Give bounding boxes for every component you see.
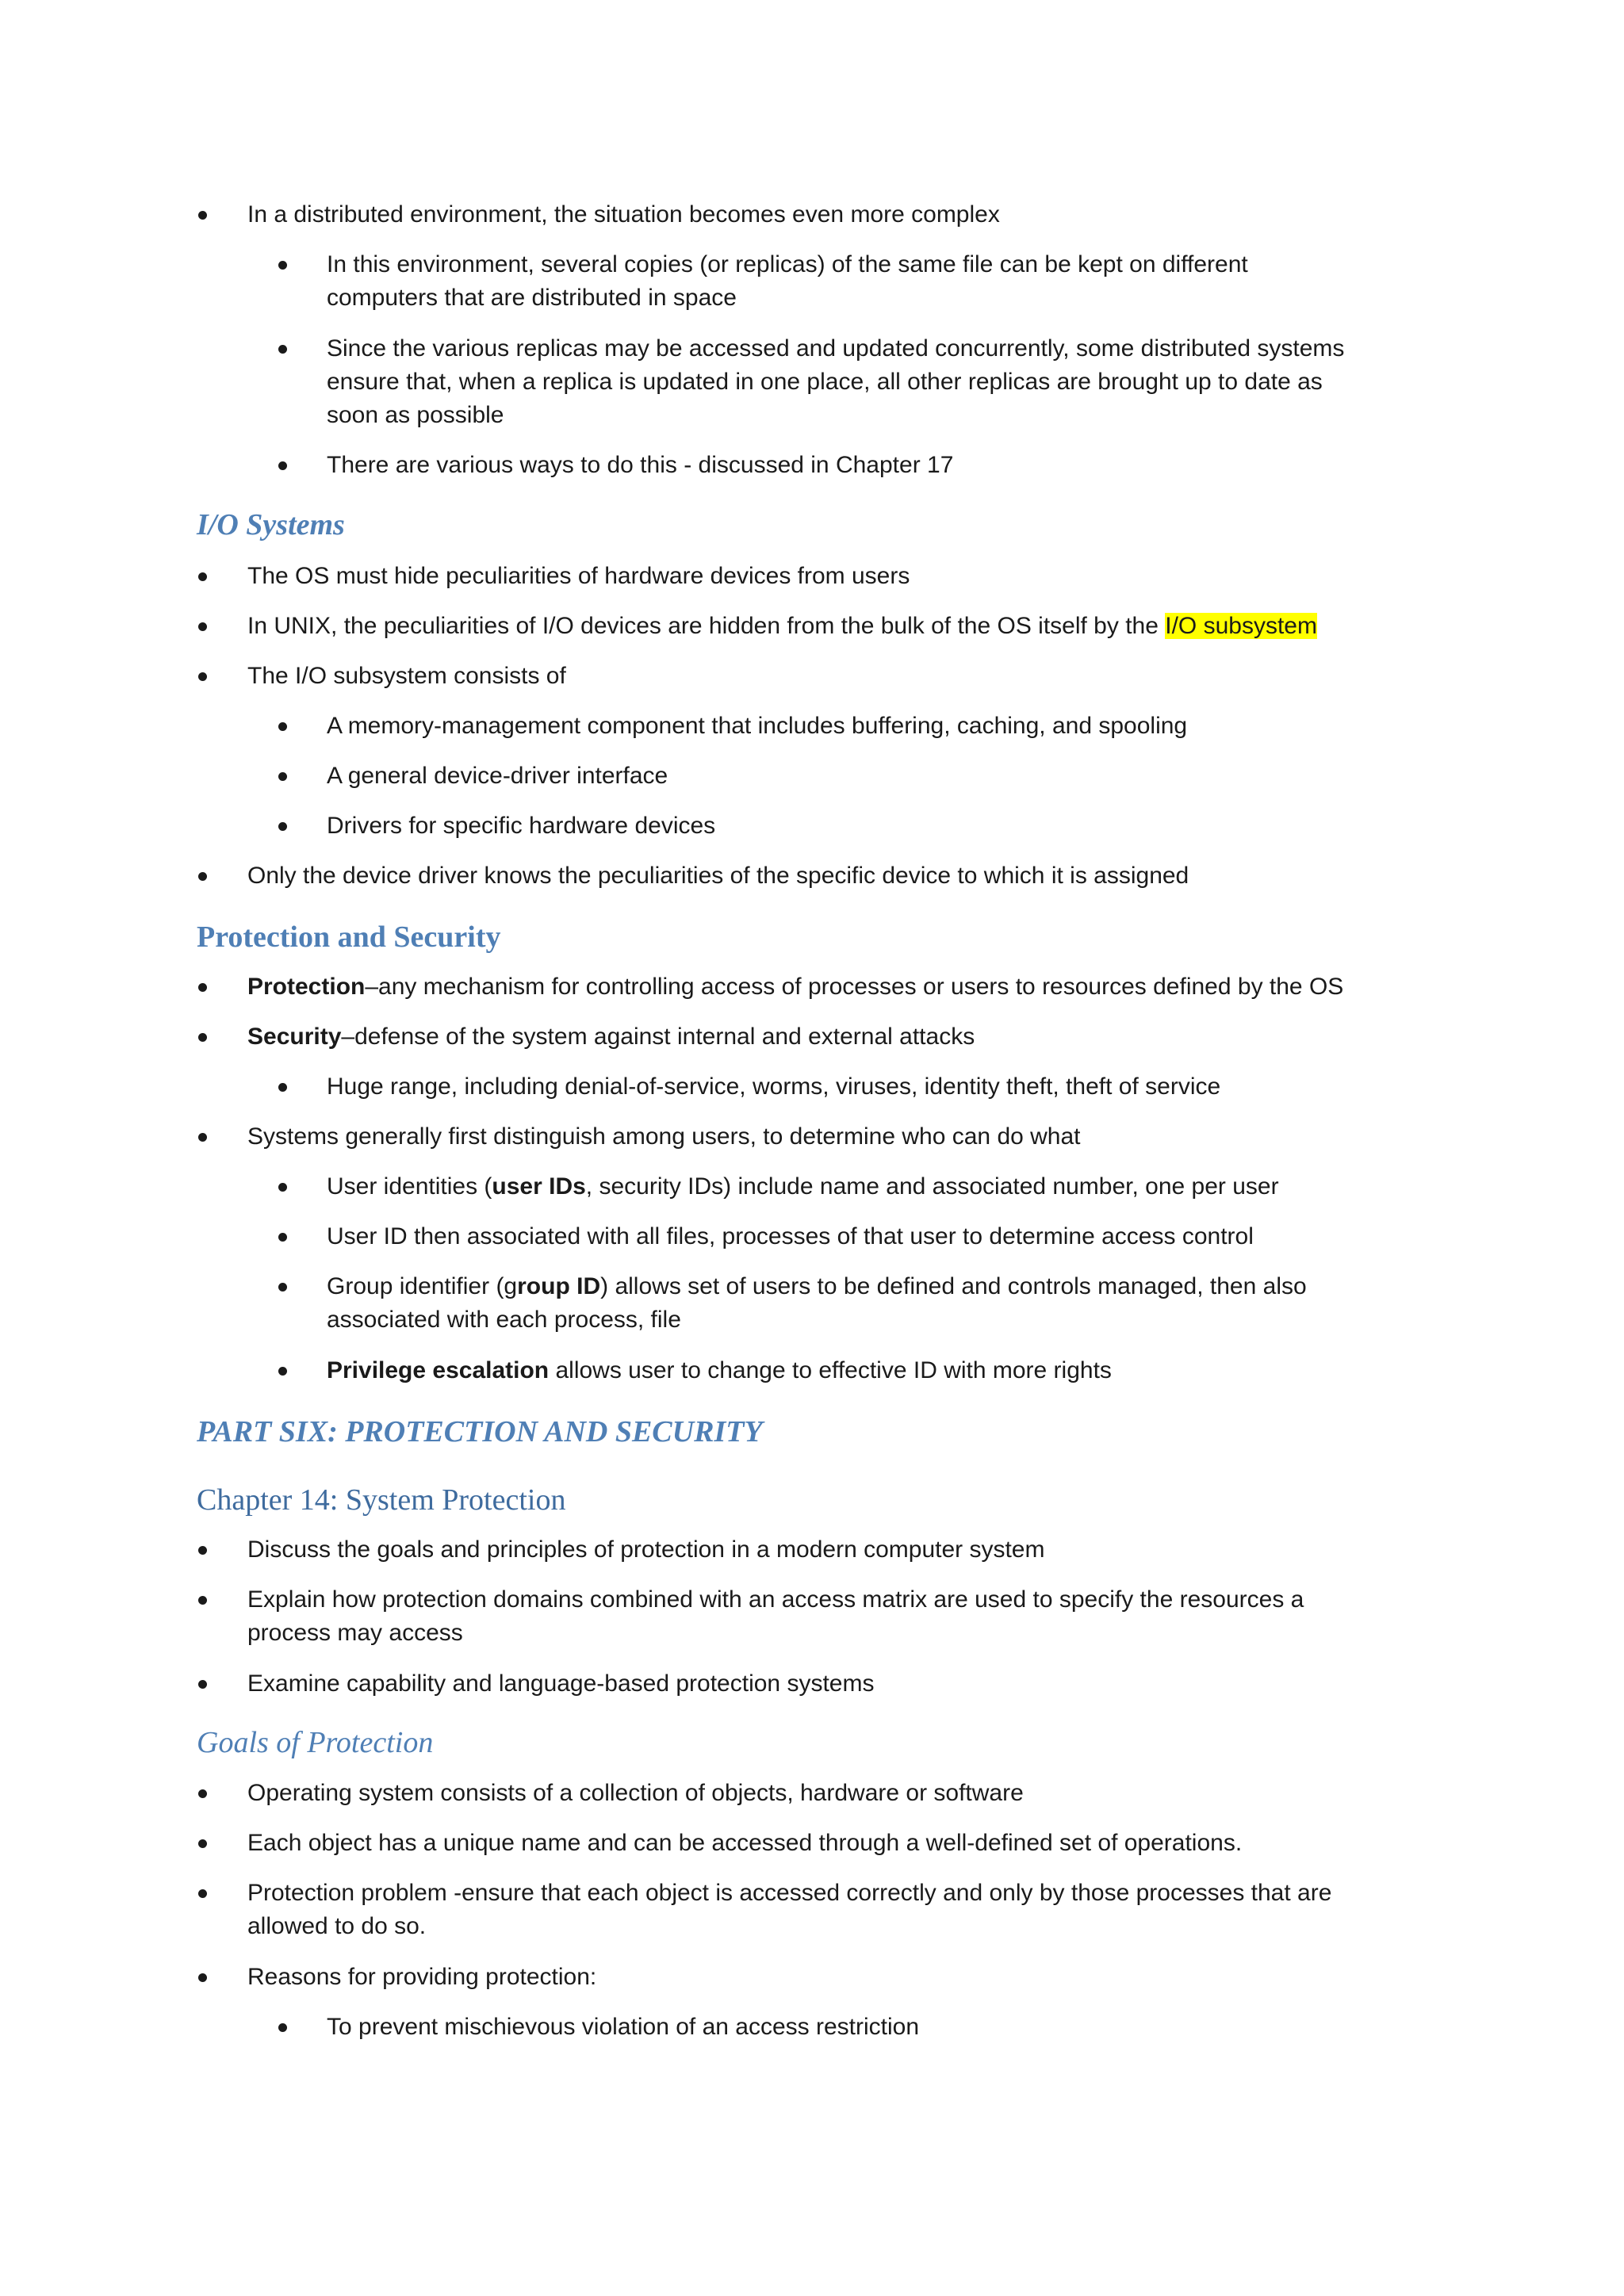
bullet <box>198 983 207 992</box>
sub-bullet-text-continued: ensure that, when a replica is updated in one place, all other replicas are brought up to date as <box>327 369 1323 395</box>
sub-bullet <box>278 822 287 831</box>
sub-bullet <box>278 1083 287 1092</box>
sub-bullet-text <box>327 1270 1307 1303</box>
sub-bullet <box>278 2023 287 2032</box>
bullet <box>198 1596 207 1605</box>
text-part: User identities ( <box>327 1173 492 1200</box>
section-heading-io-systems: I/O Systems <box>197 508 345 541</box>
sub-bullet-text <box>327 1354 1112 1387</box>
text-part: Group identifier (g <box>327 1273 518 1299</box>
part-heading: PART SIX: PROTECTION AND SECURITY <box>197 1415 763 1448</box>
bullet-text: The I/O subsystem consists of <box>247 663 566 689</box>
sub-bullet <box>278 461 287 470</box>
bullet <box>198 1680 207 1689</box>
bullet-text: Explain how protection domains combined with an access matrix are used to specify the resources a <box>247 1586 1304 1613</box>
bullet <box>198 1889 207 1898</box>
text-part: ) allows set of users to be defined and controls managed, then also <box>600 1273 1307 1299</box>
bullet-text: Reasons for providing protection: <box>247 1964 597 1990</box>
sub-bullet <box>278 772 287 781</box>
sub-bullet-text: There are various ways to do this - discussed in Chapter 17 <box>327 452 954 478</box>
bullet-text <box>247 610 1317 643</box>
bullet-text: Only the device driver knows the peculiarities of the specific device to which it is assigned <box>247 863 1189 889</box>
bullet-text <box>247 1020 975 1054</box>
term-user-ids: user IDs <box>492 1173 586 1200</box>
bullet-text-main: In UNIX, the peculiarities of I/O devices are hidden from the bulk of the OS itself by the <box>247 613 1166 639</box>
sub-bullet <box>278 345 287 354</box>
sub-bullet <box>278 1367 287 1376</box>
sub-bullet <box>278 1283 287 1292</box>
sub-bullet-text <box>327 1170 1279 1203</box>
sub-bullet-text: In this environment, several copies (or replicas) of the same file can be kept on different <box>327 251 1248 277</box>
sub-bullet-text-continued: soon as possible <box>327 402 504 428</box>
sub-bullet <box>278 261 287 270</box>
bullet-text: Examine capability and language-based protection systems <box>247 1670 875 1697</box>
highlighted-term: I/O subsystem <box>1165 613 1317 639</box>
bullet <box>198 572 207 581</box>
bullet-text: Discuss the goals and principles of protection in a modern computer system <box>247 1536 1045 1563</box>
bullet-text-continued: process may access <box>247 1620 463 1646</box>
bullet-text: The OS must hide peculiarities of hardware devices from users <box>247 563 910 589</box>
sub-bullet-text: Since the various replicas may be accessed and updated concurrently, some distributed systems <box>327 335 1345 362</box>
bullet-text: Each object has a unique name and can be accessed through a well-defined set of operations. <box>247 1830 1243 1856</box>
term-protection: Protection <box>247 974 366 1000</box>
bullet-text: Protection problem -ensure that each object is accessed correctly and only by those processes that are <box>247 1880 1332 1906</box>
bullet-text: Operating system consists of a collection of objects, hardware or software <box>247 1780 1024 1806</box>
sub-bullet-text: A memory-management component that includes buffering, caching, and spooling <box>327 713 1188 739</box>
bullet-text <box>247 970 1343 1004</box>
section-heading-protection-security: Protection and Security <box>197 920 501 954</box>
bullet <box>198 622 207 631</box>
text-part: allows user to change to effective ID with more rights <box>549 1357 1112 1383</box>
bullet <box>198 1973 207 1982</box>
term-group-id: roup ID <box>517 1273 601 1299</box>
sub-bullet-text-continued: computers that are distributed in space <box>327 285 737 311</box>
bullet <box>198 1033 207 1042</box>
bullet <box>198 1789 207 1798</box>
bullet <box>198 1133 207 1142</box>
sub-bullet <box>278 1183 287 1192</box>
sub-bullet-text: To prevent mischievous violation of an access restriction <box>327 2014 920 2040</box>
bullet-text-continued: allowed to do so. <box>247 1913 427 1939</box>
sub-bullet <box>278 722 287 731</box>
definition: –any mechanism for controlling access of processes or users to resources defined by the OS <box>365 974 1344 1000</box>
bullet <box>198 1839 207 1848</box>
sub-bullet-text: A general device-driver interface <box>327 763 668 789</box>
sub-bullet <box>278 1233 287 1242</box>
chapter-heading: Chapter 14: System Protection <box>197 1483 566 1517</box>
bullet-text: In a distributed environment, the situation becomes even more complex <box>247 201 1000 228</box>
term-privilege-escalation: Privilege escalation <box>327 1357 550 1383</box>
bullet <box>198 872 207 881</box>
bullet-text: Systems generally first distinguish among users, to determine who can do what <box>247 1123 1081 1150</box>
sub-bullet-text-continued: associated with each process, file <box>327 1307 681 1333</box>
text-part: , security IDs) include name and associated number, one per user <box>585 1173 1279 1200</box>
term-security: Security <box>247 1024 342 1050</box>
section-heading-goals: Goals of Protection <box>197 1726 434 1759</box>
bullet <box>198 211 207 220</box>
bullet <box>198 672 207 681</box>
bullet <box>198 1546 207 1555</box>
sub-bullet-text: Drivers for specific hardware devices <box>327 813 716 839</box>
sub-bullet-text: User ID then associated with all files, processes of that user to determine access control <box>327 1223 1254 1249</box>
sub-bullet-text: Huge range, including denial-of-service, worms, viruses, identity theft, theft of service <box>327 1073 1221 1100</box>
definition: –defense of the system against internal and external attacks <box>341 1024 975 1050</box>
